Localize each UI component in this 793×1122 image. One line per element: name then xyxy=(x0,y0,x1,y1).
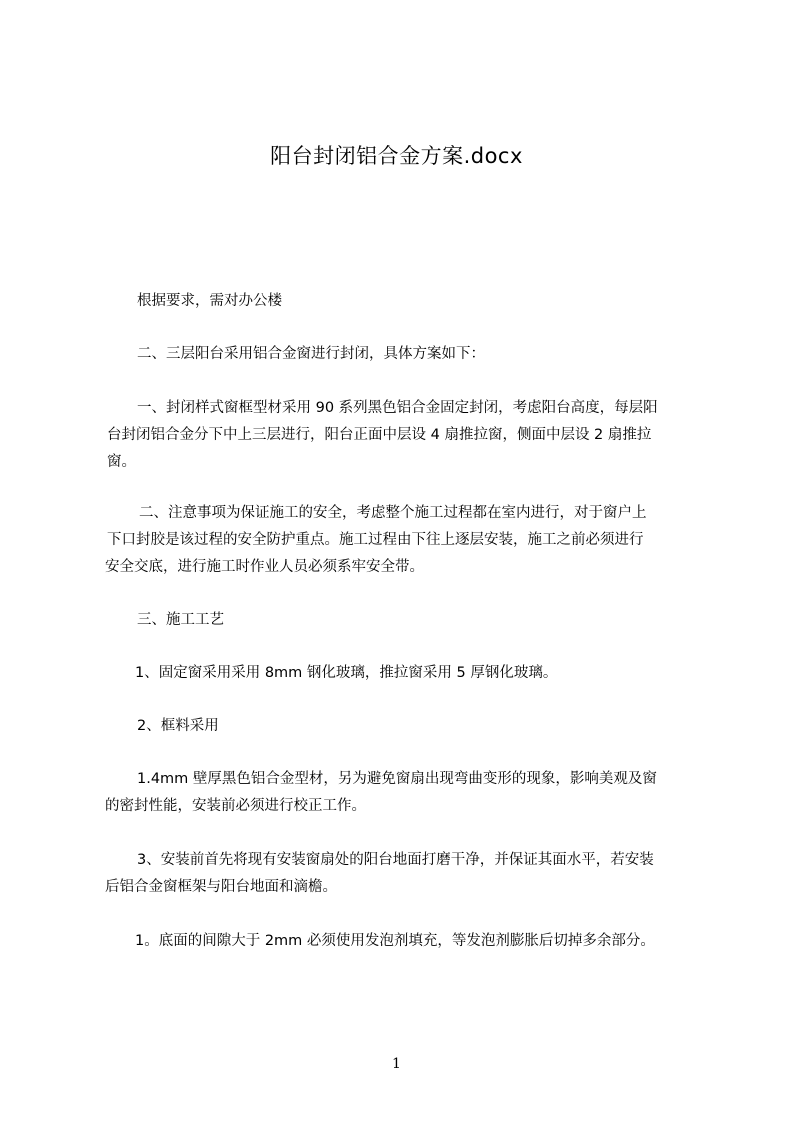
paragraph-item-install xyxy=(105,847,705,901)
paragraph-line: 1.4mm 壁厚黑色铝合金型材，另为避免窗扇出现弯曲变形的现象，影响美观及窗 xyxy=(137,771,657,787)
paragraph-line: 后铝合金窗框架与阳台地面和滴檐。 xyxy=(105,879,337,895)
paragraph-line: 台封闭铝合金分下中上三层进行，阳台正面中层设 4 扇推拉窗，侧面中层设 2 扇推拉 xyxy=(107,427,652,443)
paragraph-line: 下口封胶是该过程的安全防护重点。施工过程由下往上逐层安装，施工之前必须进行 xyxy=(107,532,644,548)
paragraph-line: 1、固定窗采用采用 8mm 钢化玻璃，推拉窗采用 5 厚钢化玻璃。 xyxy=(135,665,558,681)
paragraph-line: 二、注意事项为保证施工的安全，考虑整个施工过程都在室内进行，对于窗户上 xyxy=(139,505,647,521)
paragraph-line: 2、框料采用 xyxy=(137,718,219,734)
paragraph-line: 1。底面的间隙大于 2mm 必须使用发泡剂填充，等发泡剂膨胀后切掉多余部分。 xyxy=(135,933,655,949)
paragraph-intro xyxy=(105,288,705,315)
paragraph-frame-detail xyxy=(105,766,705,820)
paragraph-line: 的密封性能，安装前必须进行校正工作。 xyxy=(105,798,366,814)
paragraph-line: 根据要求，需对办公楼 xyxy=(137,293,282,309)
page-number: 1 xyxy=(392,1056,401,1072)
paragraph-section-2 xyxy=(105,500,705,581)
paragraph-section-3-heading xyxy=(105,607,705,634)
paragraph-scope xyxy=(105,341,705,368)
paragraph-line: 二、三层阳台采用铝合金窗进行封闭，具体方案如下： xyxy=(137,346,485,362)
document-title: 阳台封闭铝合金方案.docx xyxy=(270,144,523,168)
paragraph-line: 三、施工工艺 xyxy=(137,612,224,628)
paragraph-section-1 xyxy=(105,395,705,476)
paragraph-item-glass xyxy=(105,660,705,687)
paragraph-line: 窗。 xyxy=(107,454,136,470)
paragraph-line: 一、封闭样式窗框型材采用 90 系列黑色铝合金固定封闭，考虑阳台高度，每层阳 xyxy=(137,400,658,416)
paragraph-gap-filling xyxy=(105,928,705,955)
paragraph-line: 安全交底，进行施工时作业人员必须系牢安全带。 xyxy=(105,559,424,575)
paragraph-item-frame xyxy=(105,713,705,740)
paragraph-line: 3、安装前首先将现有安装窗扇处的阳台地面打磨干净，并保证其面水平，若安装 xyxy=(137,852,654,868)
